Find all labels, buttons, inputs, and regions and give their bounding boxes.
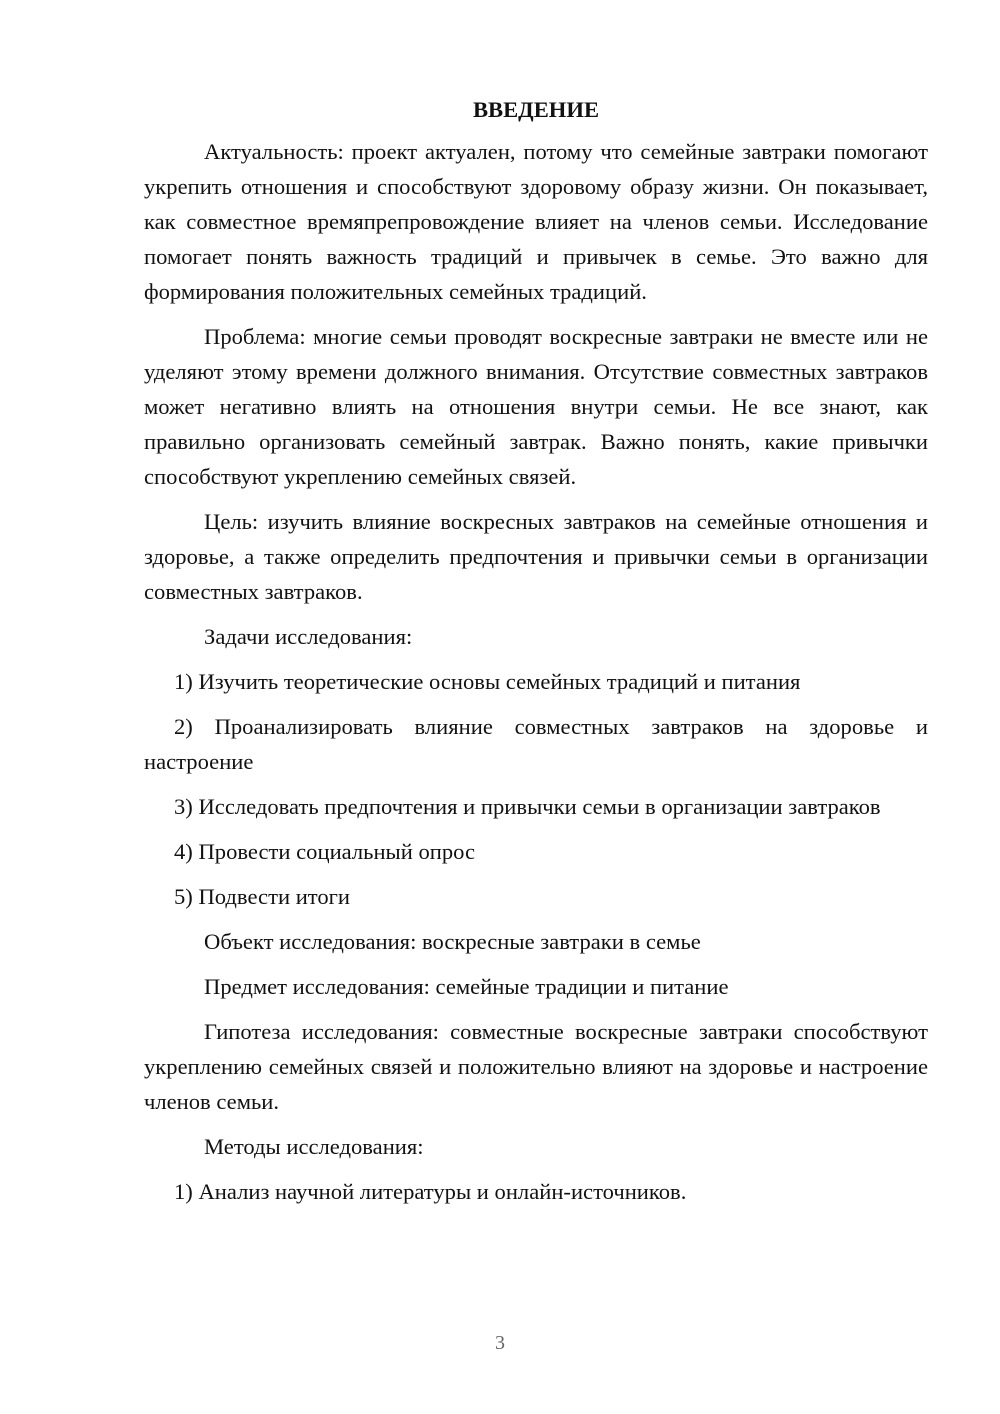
hypothesis-paragraph: Гипотеза исследования: совместные воскресные завтраки способствуют укреплению семейных связей и положительно влияют на здоровье и настроение членов семьи. (144, 1019, 928, 1114)
research-object: Объект исследования: воскресные завтраки в семье (204, 929, 701, 954)
tasks-heading: Задачи исследования: (204, 624, 413, 649)
method-item-1: 1) Анализ научной литературы и онлайн-источников. (174, 1179, 687, 1204)
task-item-5: 5) Подвести итоги (174, 884, 351, 909)
page-number: 3 (495, 1332, 505, 1354)
task-item-3: 3) Исследовать предпочтения и привычки семьи в организации завтраков (174, 794, 881, 819)
document-page (144, 92, 928, 1219)
relevance-paragraph: Актуальность: проект актуален, потому что семейные завтраки помогают укрепить отношения и способствуют здоровому образу жизни. Он показывает, как совместное времяпрепровождение влияет на членов семьи. Исследование помогает понять важность традиций и привычек в семье. Это важно для формирования положительных семейных традиций. (144, 139, 928, 304)
task-item-2: 2) Проанализировать влияние совместных завтраков на здоровье и настроение (144, 714, 928, 774)
problem-paragraph: Проблема: многие семьи проводят воскресные завтраки не вместе или не уделяют этому времени должного внимания. Отсутствие совместных завтраков может негативно влиять на отношения внутри семьи. Не все знают, как правильно организовать семейный завтрак. Важно понять, какие привычки способствуют укреплению семейных связей. (144, 324, 928, 489)
goal-paragraph: Цель: изучить влияние воскресных завтраков на семейные отношения и здоровье, а также определить предпочтения и привычки семьи в организации совместных завтраков. (144, 509, 928, 604)
research-subject: Предмет исследования: семейные традиции и питание (204, 974, 729, 999)
task-item-4: 4) Провести социальный опрос (174, 839, 476, 864)
methods-heading: Методы исследования: (204, 1134, 424, 1159)
section-title: ВВЕДЕНИЕ (472, 97, 600, 122)
task-item-1: 1) Изучить теоретические основы семейных традиций и питания (174, 669, 801, 694)
